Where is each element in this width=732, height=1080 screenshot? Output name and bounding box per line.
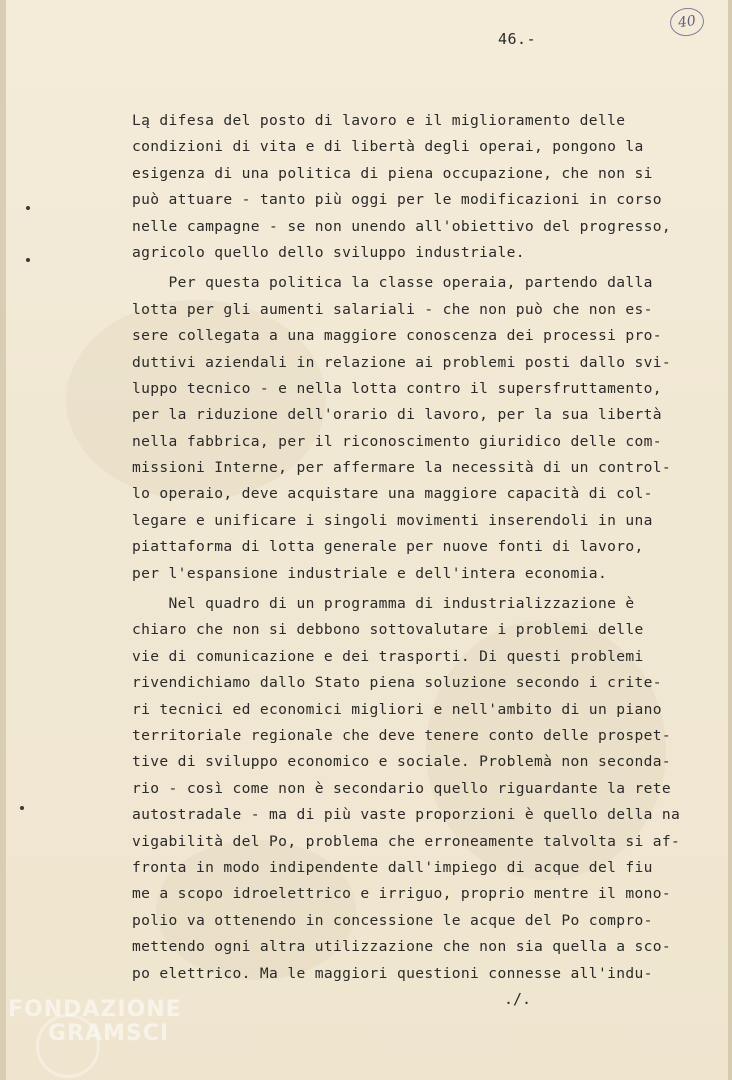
text-line: rio - così come non è secondario quello riguardante la rete [132, 779, 672, 797]
text-line: nella fabbrica, per il riconoscimento giuridico delle com- [132, 432, 662, 450]
document-body [132, 108, 681, 987]
text-line: lo operaio, deve acquistare una maggiore capacità di col- [132, 485, 653, 503]
text-line: fronta in modo indipendente dall'impiego di acque del fiu [132, 858, 653, 876]
text-line: duttivi aziendali in relazione ai problemi posti dallo svi- [132, 353, 672, 371]
text-line: autostradale - ma di più vaste proporzioni è quello della na [132, 806, 681, 824]
text-line: tive di sviluppo economico e sociale. Problemà non seconda- [132, 753, 672, 771]
text-line: per la riduzione dell'orario di lavoro, per la sua libertà [132, 406, 662, 424]
text-line: rivendichiamo dallo Stato piena soluzione secondo i crite- [132, 674, 662, 692]
text-line: vigabilità del Po, problema che erroneamente talvolta si af- [132, 832, 681, 850]
text-line: piattaforma di lotta generale per nuove fonti di lavoro, [132, 538, 644, 556]
text-line: per l'espansione industriale e dell'intera economia. [132, 564, 608, 582]
text-line: Lą difesa del posto di lavoro e il miglioramento delle [132, 112, 626, 129]
page-number: 46.- [498, 30, 537, 48]
continuation-mark: ./. [504, 990, 532, 1008]
text-line: chiaro che non si debbono sottovalutare i problemi delle [132, 621, 644, 639]
text-line: sere collegata a una maggiore conoscenza dei processi pro- [132, 327, 662, 345]
watermark [8, 998, 198, 1046]
text-line: territoriale regionale che deve tenere conto delle prospet- [132, 726, 672, 744]
margin-punch-mark [26, 206, 30, 210]
text-line: luppo tecnico - e nella lotta contro il supersfruttamento, [132, 379, 662, 397]
text-line: esigenza di una politica di piena occupazione, che non si [132, 164, 653, 182]
margin-punch-mark [20, 806, 24, 810]
text-line: può attuare - tanto più oggi per le modificazioni in corso [132, 191, 662, 209]
text-line: missioni Interne, per affermare la necessità di un control- [132, 459, 672, 477]
margin-punch-mark [26, 258, 30, 262]
text-line: agricolo quello dello sviluppo industriale. [132, 243, 525, 261]
archive-number-mark: 40 [668, 6, 706, 38]
text-line: legare e unificare i singoli movimenti inserendoli in una [132, 511, 653, 529]
text-line: condizioni di vita e di libertà degli operai, pongono la [132, 138, 644, 156]
text-line: po elettrico. Ma le maggiori questioni connesse all'indu- [132, 964, 653, 982]
text-line: me a scopo idroelettrico e irriguo, proprio mentre il mono- [132, 885, 672, 903]
text-line: polio va ottenendo in concessione le acque del Po compro- [132, 911, 653, 929]
watermark-line-2: GRAMSCI [48, 1021, 170, 1046]
text-line: ri tecnici ed economici migliori e nell'ambito di un piano [132, 700, 662, 718]
paragraph [132, 108, 672, 266]
text-line: nelle campagne - se non unendo all'obiettivo del progresso, [132, 217, 672, 235]
text-line: Nel quadro di un programma di industrializzazione è [132, 595, 635, 613]
watermark-line-1: FONDAZIONE [8, 997, 182, 1022]
text-line: lotta per gli aumenti salariali - che non può che non es- [132, 300, 653, 318]
text-line: vie di comunicazione e dei trasporti. Di questi problemi [132, 647, 644, 665]
text-line: Per questa politica la classe operaia, partendo dalla [132, 274, 653, 292]
paragraph [132, 591, 681, 987]
text-line: mettendo ogni altra utilizzazione che non sia quella a sco- [132, 938, 672, 956]
paragraph [132, 270, 672, 587]
